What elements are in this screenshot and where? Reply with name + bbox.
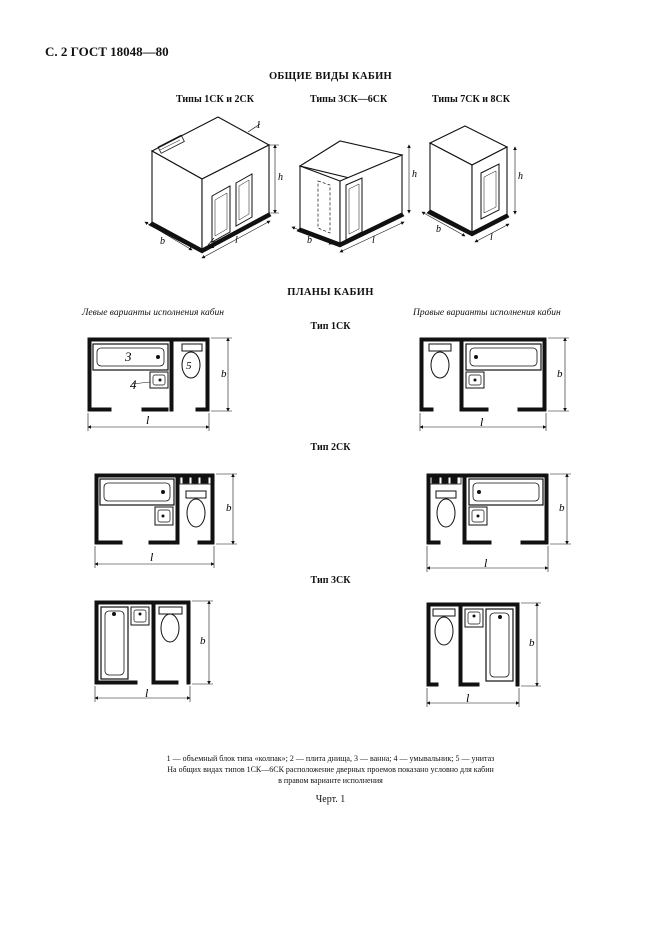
dim-b-3: b: [436, 224, 441, 235]
dim-l-plan-2l: l: [150, 550, 154, 564]
dim-h-3: h: [518, 171, 523, 182]
right-variants-label: Правые варианты исполнения кабин: [413, 308, 561, 318]
callout-3: 3: [125, 349, 132, 364]
page-header: С. 2 ГОСТ 18048—80: [45, 44, 169, 59]
type-label-1-2: Типы 1СК и 2СК: [176, 94, 254, 105]
dims-3ck-right: [427, 603, 541, 707]
dim-l-plan-3r: l: [466, 691, 470, 705]
type-3-label: Тип 3СК: [310, 575, 351, 586]
callout-4: 4: [130, 377, 137, 392]
dim-h-2: h: [412, 169, 417, 180]
dim-l-1: l: [235, 235, 238, 246]
type-1-label: Тип 1СК: [310, 321, 351, 332]
figure-label: Черт. 1: [315, 794, 346, 805]
plan-1ck-left: [88, 338, 209, 411]
iso-view-1ck-2ck: [145, 117, 279, 258]
dim-b-plan-3r: b: [529, 637, 535, 649]
callout-5: 5: [186, 360, 192, 372]
caption-line-1: 1 — объемный блок типа «колпак»; 2 — плита днища, 3 — ванна; 4 — умывальник; 5 — унитаз: [166, 754, 495, 763]
plan-2ck-left: [95, 474, 214, 544]
plan-3ck-right: [427, 603, 519, 686]
type-label-7-8: Типы 7СК и 8СК: [432, 94, 510, 105]
dim-l-3: l: [490, 232, 493, 243]
dim-l-plan-3l: l: [145, 686, 149, 700]
general-views-title: ОБЩИЕ ВИДЫ КАБИН: [268, 71, 393, 82]
dim-l-plan-1l: l: [146, 413, 150, 427]
dim-b-plan-3l: b: [200, 635, 206, 647]
dim-b-plan-1l: b: [221, 368, 227, 380]
dims-1ck-left: [88, 338, 232, 431]
dim-b-plan-1r: b: [557, 368, 563, 380]
dim-l-plan-1r: l: [480, 415, 484, 429]
dim-b-plan-2l: b: [226, 502, 232, 514]
callout-1: 1: [256, 120, 261, 131]
plan-2ck-right: [427, 474, 548, 544]
dim-l-plan-2r: l: [484, 556, 488, 570]
callout-2: 2: [210, 240, 215, 251]
type-2-label: Тип 2СК: [310, 442, 351, 453]
type-label-3-6: Типы 3СК—6СК: [310, 94, 388, 105]
caption-line-3: в правом варианте исполнения: [278, 776, 383, 785]
dim-b-2: b: [307, 235, 312, 246]
dim-b-plan-2r: b: [559, 502, 565, 514]
plan-3ck-left: [95, 601, 190, 684]
caption-line-2: На общих видах типов 1СК—6СК расположение дверных проемов показано условно для кабин: [167, 765, 494, 774]
dims-2ck-right: [427, 474, 571, 572]
dim-l-2: l: [372, 235, 375, 246]
plan-1ck-right: [420, 338, 546, 411]
left-variants-label: Левые варианты исполнения кабин: [82, 308, 224, 318]
plans-title: ПЛАНЫ КАБИН: [287, 287, 374, 298]
dims-2ck-left: [95, 474, 237, 568]
dim-b-1: b: [160, 236, 165, 247]
dim-h-1: h: [278, 172, 283, 183]
